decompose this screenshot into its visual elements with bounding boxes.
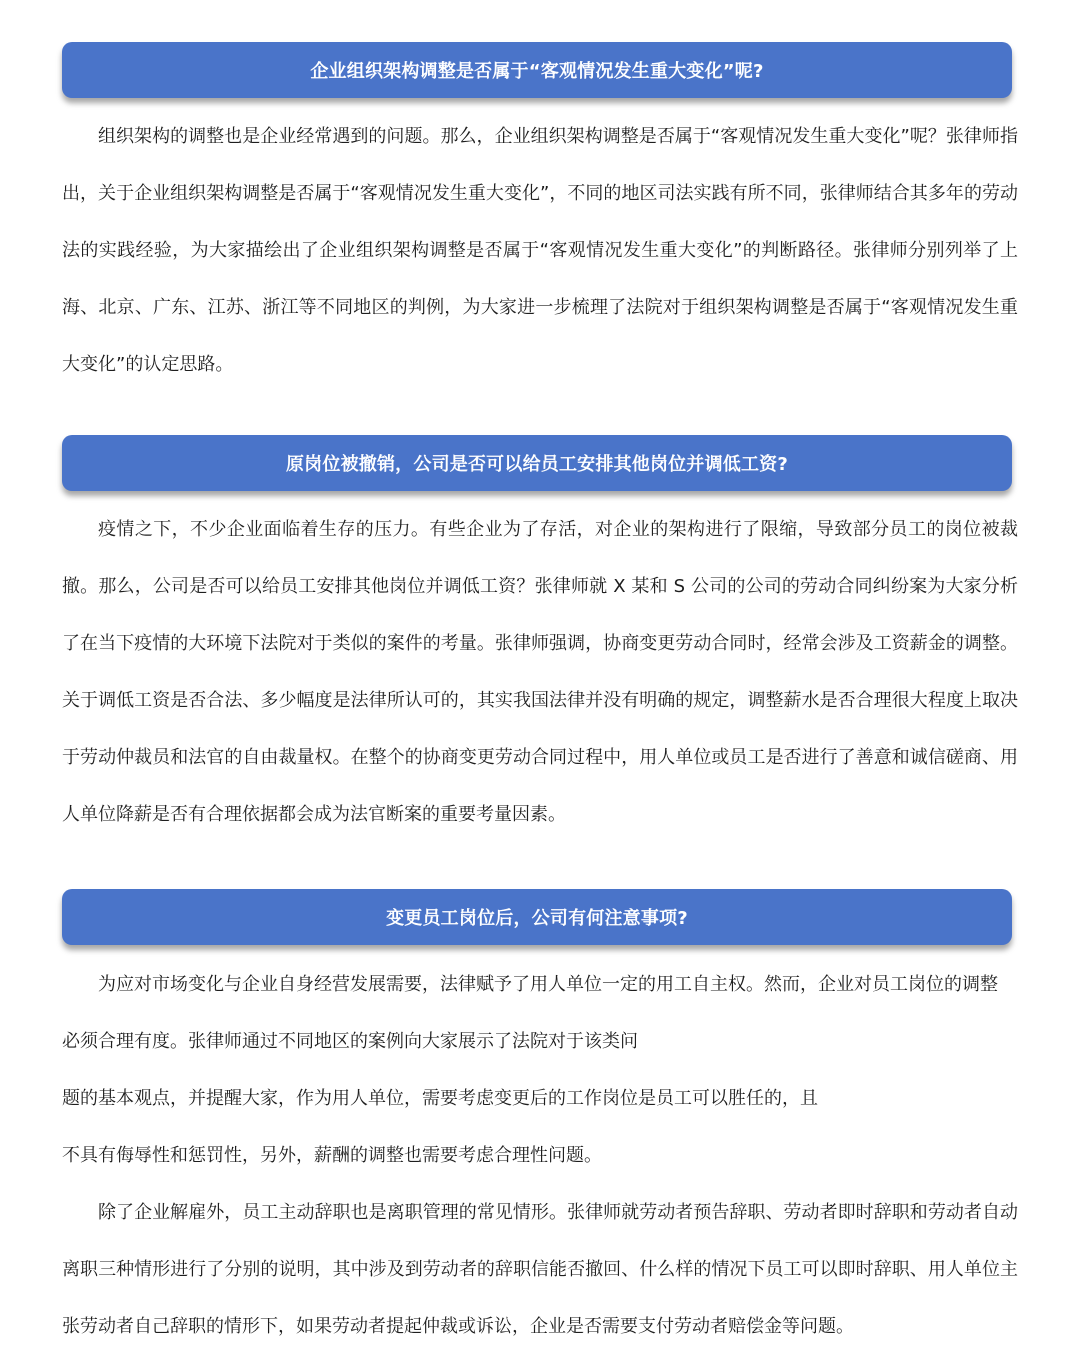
section-3-line-3: 题的基本观点，并提醒大家，作为用人单位，需要考虑变更后的工作岗位是员工可以胜任的，且 [62, 1088, 818, 1109]
section-1-paragraph: 组织架构的调整也是企业经常遇到的问题。那么，企业组织架构调整是否属于“客观情况发生重大变化”呢？张律师指出，关于企业组织架构调整是否属于“客观情况发生重大变化”，不同的地区司法实践有所不同，张律师结合其多年的劳动法的实践经验，为大家描绘出了企业组织架构调整是否属于“客观情况发生重大变化”的判断路径。张律师分别列举了上海、北京、广东、江苏、浙江等不同地区的判例，为大家进一步梳理了法院对于组织架构调整是否属于“客观情况发生重大变化”的认定思路。 [62, 126, 1018, 375]
section-3-line-1: 为应对市场变化与企业自身经营发展需要，法律赋予了用人单位一定的用工自主权。然而，企业对员工岗位的调整 [98, 974, 998, 995]
section-header-2 [62, 435, 1012, 491]
section-header-3 [62, 889, 1012, 945]
section-header-1 [62, 42, 1012, 98]
section-title-2: 原岗位被撤销，公司是否可以给员工安排其他岗位并调低工资? [285, 454, 789, 475]
section-3-line-4: 不具有侮辱性和惩罚性，另外，薪酬的调整也需要考虑合理性问题。 [62, 1145, 602, 1166]
section-3-line-2: 必须合理有度。张律师通过不同地区的案例向大家展示了法院对于该类问 [62, 1031, 638, 1052]
section-title-1: 企业组织架构调整是否属于“客观情况发生重大变化”呢? [310, 61, 764, 82]
section-title-3: 变更员工岗位后，公司有何注意事项? [386, 908, 688, 929]
section-3-paragraph-2: 除了企业解雇外，员工主动辞职也是离职管理的常见情形。张律师就劳动者预告辞职、劳动者即时辞职和劳动者自动离职三种情形进行了分别的说明，其中涉及到劳动者的辞职信能否撤回、什么样的情况下员工可以即时辞职、用人单位主张劳动者自己辞职的情形下，如果劳动者提起仲裁或诉讼，企业是否需要支付劳动者赔偿金等问题。 [62, 1202, 1018, 1337]
section-2-paragraph: 疫情之下，不少企业面临着生存的压力。有些企业为了存活，对企业的架构进行了限缩，导致部分员工的岗位被裁撤。那么，公司是否可以给员工安排其他岗位并调低工资？张律师就 X 某和 S 公司的公司的劳动合同纠纷案为大家分析了在当下疫情的大环境下法院对于类似的案件的考量。张律师强调，协商变更劳动合同时，经常会涉及工资薪金的调整。关于调低工资是否合法、多少幅度是法律所认可的，其实我国法律并没有明确的规定，调整薪水是否合理很大程度上取决于劳动仲裁员和法官的自由裁量权。在整个的协商变更劳动合同过程中，用人单位或员工是否进行了善意和诚信磋商、用人单位降薪是否有合理依据都会成为法官断案的重要考量因素。 [62, 519, 1018, 825]
